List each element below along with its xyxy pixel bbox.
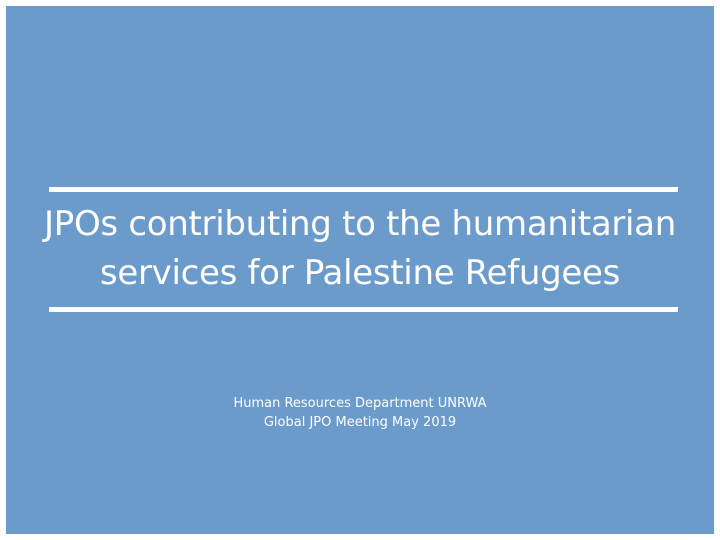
bottom-divider-rule [49,307,678,312]
subtitle-department: Human Resources Department UNRWA [233,396,487,411]
top-divider-rule [49,187,678,192]
subtitle-meeting: Global JPO Meeting May 2019 [263,415,457,430]
slide-title [16,200,704,298]
slide-title-line-2: services for Palestine Refugees [99,253,621,293]
slide-title-line-1: JPOs contributing to the humanitarian [44,204,676,244]
slide-subtitle [16,394,704,432]
